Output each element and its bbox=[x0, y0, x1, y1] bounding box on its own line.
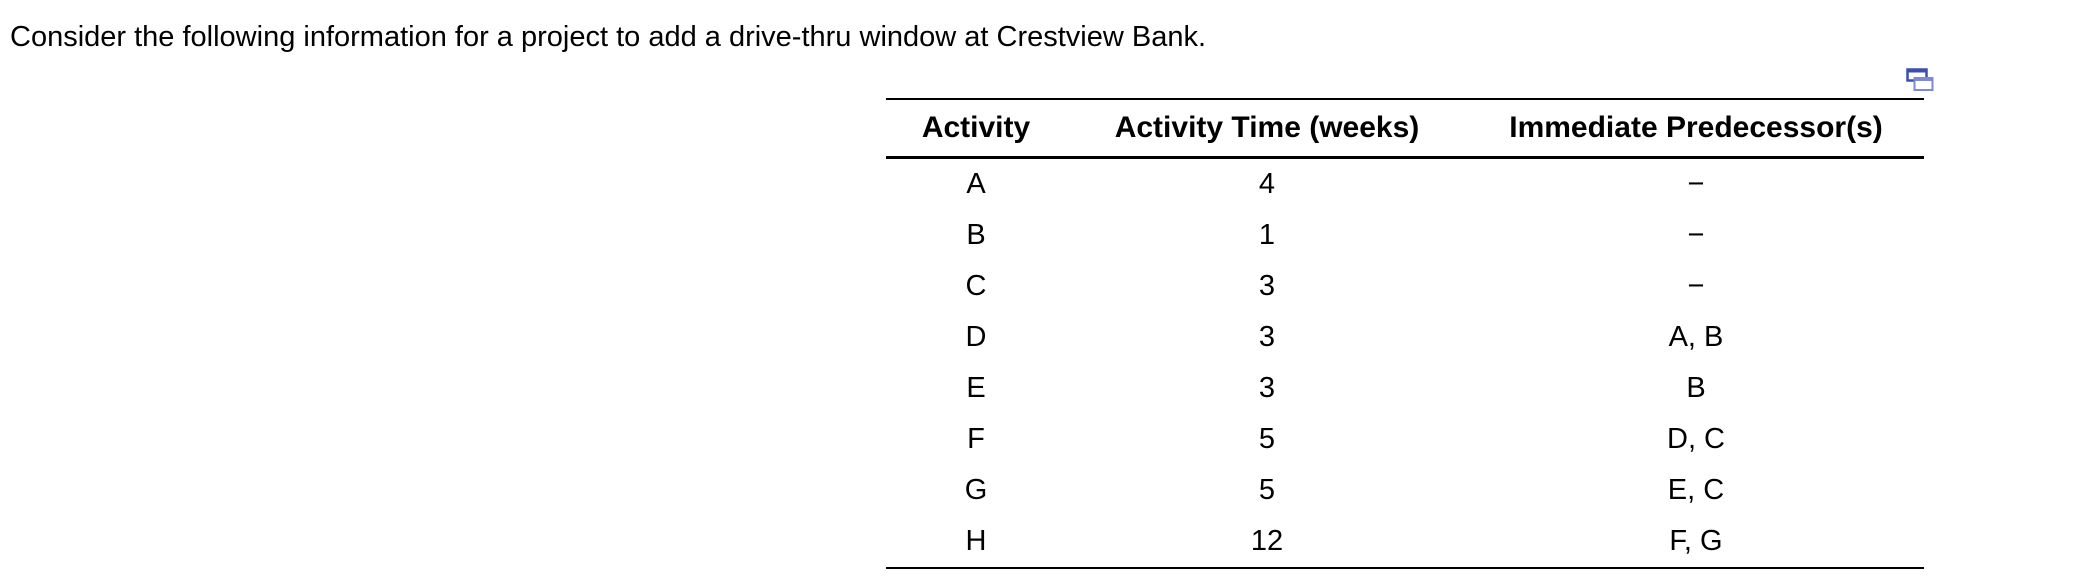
cell-time: 4 bbox=[1258, 168, 1276, 200]
cell-time: 3 bbox=[1258, 270, 1276, 302]
cell-activity: C bbox=[965, 270, 987, 302]
header-activity-time: Activity Time (weeks) bbox=[1114, 111, 1420, 144]
cell-time: 3 bbox=[1258, 321, 1276, 353]
cell-activity: G bbox=[964, 474, 988, 506]
cell-predecessors: − bbox=[1687, 219, 1705, 251]
cell-activity: F bbox=[967, 423, 985, 455]
header-activity: Activity bbox=[921, 111, 1031, 144]
table-row bbox=[886, 158, 1924, 211]
cell-activity: E bbox=[966, 372, 986, 404]
table-row bbox=[886, 465, 1924, 516]
problem-statement: Consider the following information for a project to add a drive-thru window at Crestview Bank. bbox=[10, 21, 1207, 53]
cell-activity: A bbox=[966, 168, 986, 200]
cell-time: 5 bbox=[1258, 423, 1276, 455]
table-row bbox=[886, 210, 1924, 261]
activity-table-container bbox=[886, 98, 1924, 569]
table-row bbox=[886, 414, 1924, 465]
cell-predecessors: A, B bbox=[1668, 321, 1724, 353]
popout-window-icon[interactable] bbox=[1906, 68, 1934, 92]
cell-predecessors: − bbox=[1687, 168, 1705, 200]
table-row bbox=[886, 363, 1924, 414]
cell-predecessors: D, C bbox=[1667, 423, 1725, 455]
cell-time: 5 bbox=[1258, 474, 1276, 506]
activity-table bbox=[886, 98, 1924, 569]
cell-activity: H bbox=[965, 525, 987, 557]
cell-activity: B bbox=[966, 219, 986, 251]
table-header-row bbox=[886, 99, 1924, 158]
cell-predecessors: − bbox=[1687, 270, 1705, 302]
cell-time: 3 bbox=[1258, 372, 1276, 404]
header-immediate-predecessors: Immediate Predecessor(s) bbox=[1509, 111, 1883, 144]
cell-time: 12 bbox=[1250, 525, 1284, 557]
cell-predecessors: B bbox=[1686, 372, 1706, 404]
cell-time: 1 bbox=[1258, 219, 1276, 251]
table-row bbox=[886, 516, 1924, 568]
table-row bbox=[886, 261, 1924, 312]
cell-predecessors: E, C bbox=[1667, 474, 1725, 506]
table-row bbox=[886, 312, 1924, 363]
cell-predecessors: F, G bbox=[1669, 525, 1723, 557]
cell-activity: D bbox=[965, 321, 987, 353]
